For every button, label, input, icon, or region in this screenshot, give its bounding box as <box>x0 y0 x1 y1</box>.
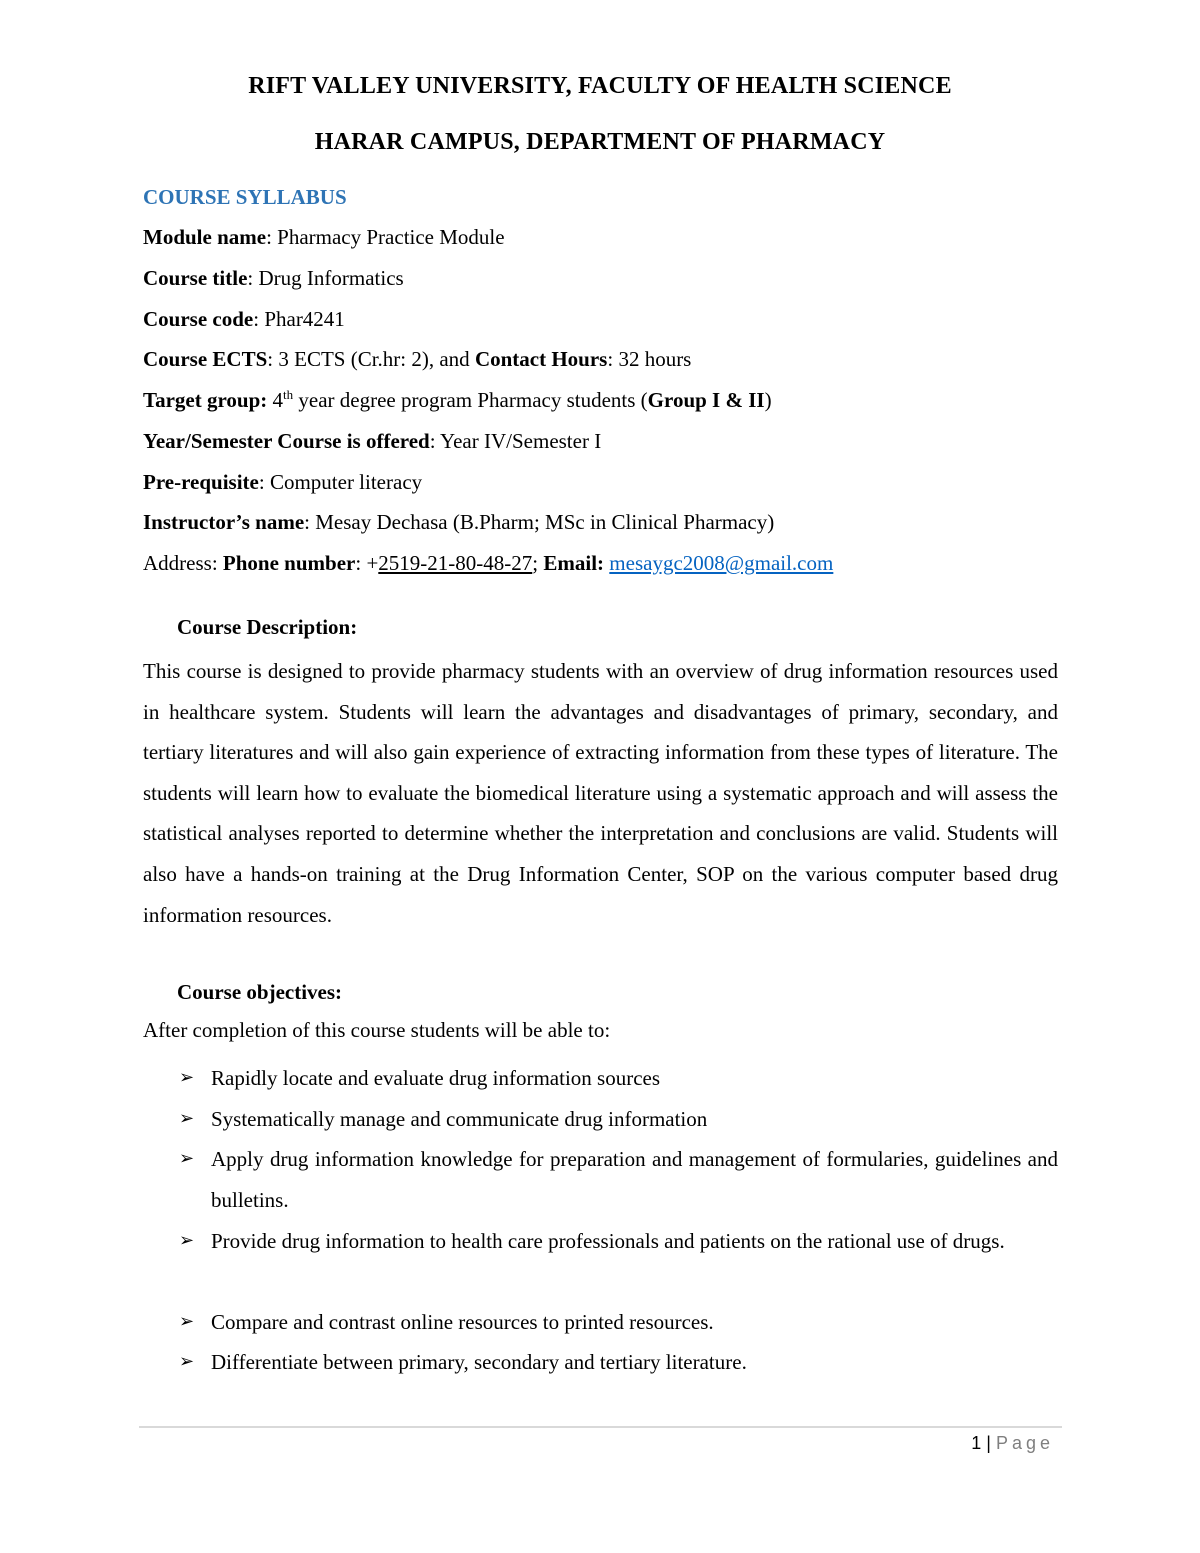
phone-separator: : + <box>355 551 379 575</box>
page-word: Page <box>995 1433 1054 1453</box>
year-semester-line <box>143 429 601 454</box>
objectives-intro: After completion of this course students will be able to: <box>143 1018 611 1042</box>
course-objectives-heading: Course objectives: <box>177 980 343 1004</box>
instructor-value: : Mesay Dechasa (B.Pharm; MSc in Clinical Pharmacy) <box>304 510 775 534</box>
target-group-label: Target group: <box>143 388 268 412</box>
year-semester-label: Year/Semester Course is offered <box>143 429 430 453</box>
module-name-label: Module name <box>143 225 267 249</box>
email-colon: : <box>597 551 610 575</box>
list-item-text: Apply drug information knowledge for preparation and management of formularies, guidelines and bulletins. <box>211 1147 1058 1212</box>
course-title-line <box>143 266 404 291</box>
list-item-text: Compare and contrast online resources to printed resources. <box>211 1310 714 1334</box>
module-name-value: : Pharmacy Practice Module <box>266 225 505 249</box>
instructor-line <box>143 510 774 535</box>
arrow-bullet-icon: ➢ <box>179 1148 195 1169</box>
prerequisite-label: Pre-requisite <box>143 470 259 494</box>
target-group-description: year degree program Pharmacy students ( <box>293 388 648 412</box>
course-ects-value: : 3 ECTS (Cr.hr: 2), and <box>267 347 475 371</box>
arrow-bullet-icon: ➢ <box>179 1311 195 1332</box>
list-item-text: Differentiate between primary, secondary and tertiary literature. <box>211 1350 747 1374</box>
arrow-bullet-icon: ➢ <box>179 1108 195 1129</box>
campus-heading: HARAR CAMPUS, DEPARTMENT OF PHARMACY <box>314 129 886 155</box>
page-number: 1 <box>971 1433 982 1453</box>
footer-divider <box>139 1426 1062 1428</box>
email-label: Email <box>543 551 598 575</box>
list-item-text: Systematically manage and communicate drug information <box>211 1107 708 1131</box>
course-description-text: This course is designed to provide pharmacy students with an overview of drug information resources used in healthcare system. Students will learn the advantages and disadvantages of primary, secondary, and tertiary literatures and will also gain experience of extracting information from these types of literature. The students will learn how to evaluate the biomedical literature using a systematic approach and will assess the statistical analyses reported to determine whether the interpretation and conclusions are valid. Students will also have a hands-on training at the Drug Information Center, SOP on the various computer based drug information resources. <box>143 659 1058 927</box>
year-semester-value: : Year IV/Semester I <box>429 429 602 453</box>
target-group-line <box>143 388 772 413</box>
address-line <box>143 551 833 576</box>
email-link[interactable]: mesaygc2008@gmail.com <box>609 551 834 575</box>
arrow-bullet-icon: ➢ <box>179 1230 195 1251</box>
course-code-value: : Phar4241 <box>253 307 345 331</box>
course-code-line <box>143 307 345 332</box>
phone-label: Phone number <box>222 551 356 575</box>
arrow-bullet-icon: ➢ <box>179 1351 195 1372</box>
course-ects-line <box>143 347 691 372</box>
course-syllabus-title: COURSE SYLLABUS <box>143 185 347 209</box>
prerequisite-line <box>143 470 422 495</box>
course-title-value: : Drug Informatics <box>247 266 404 290</box>
page-footer <box>971 1433 1054 1454</box>
arrow-bullet-icon: ➢ <box>179 1067 195 1088</box>
phone-number[interactable]: 2519-21-80-48-27 <box>378 551 533 575</box>
university-heading: RIFT VALLEY UNIVERSITY, FACULTY OF HEALTH SCIENCE <box>248 73 952 99</box>
target-group-ordinal: th <box>283 387 294 402</box>
target-group-close: ) <box>764 388 772 412</box>
list-item-text: Provide drug information to health care professionals and patients on the rational use of drugs. <box>211 1229 1005 1253</box>
module-name-line <box>143 225 505 250</box>
target-group-groups: Group I & II <box>647 388 765 412</box>
address-label: Address: <box>143 551 223 575</box>
instructor-label: Instructor’s name <box>143 510 305 534</box>
course-title-label: Course title <box>143 266 248 290</box>
contact-hours-label: Contact Hours <box>474 347 608 371</box>
course-description-heading: Course Description: <box>177 615 358 639</box>
list-item-text: Rapidly locate and evaluate drug information sources <box>211 1066 661 1090</box>
email-separator: ; <box>532 551 544 575</box>
prerequisite-value: : Computer literacy <box>258 470 423 494</box>
contact-hours-value: : 32 hours <box>607 347 692 371</box>
target-group-year: 4 <box>267 388 284 412</box>
course-ects-label: Course ECTS <box>143 347 268 371</box>
page-separator: | <box>986 1433 991 1453</box>
course-code-label: Course code <box>143 307 254 331</box>
